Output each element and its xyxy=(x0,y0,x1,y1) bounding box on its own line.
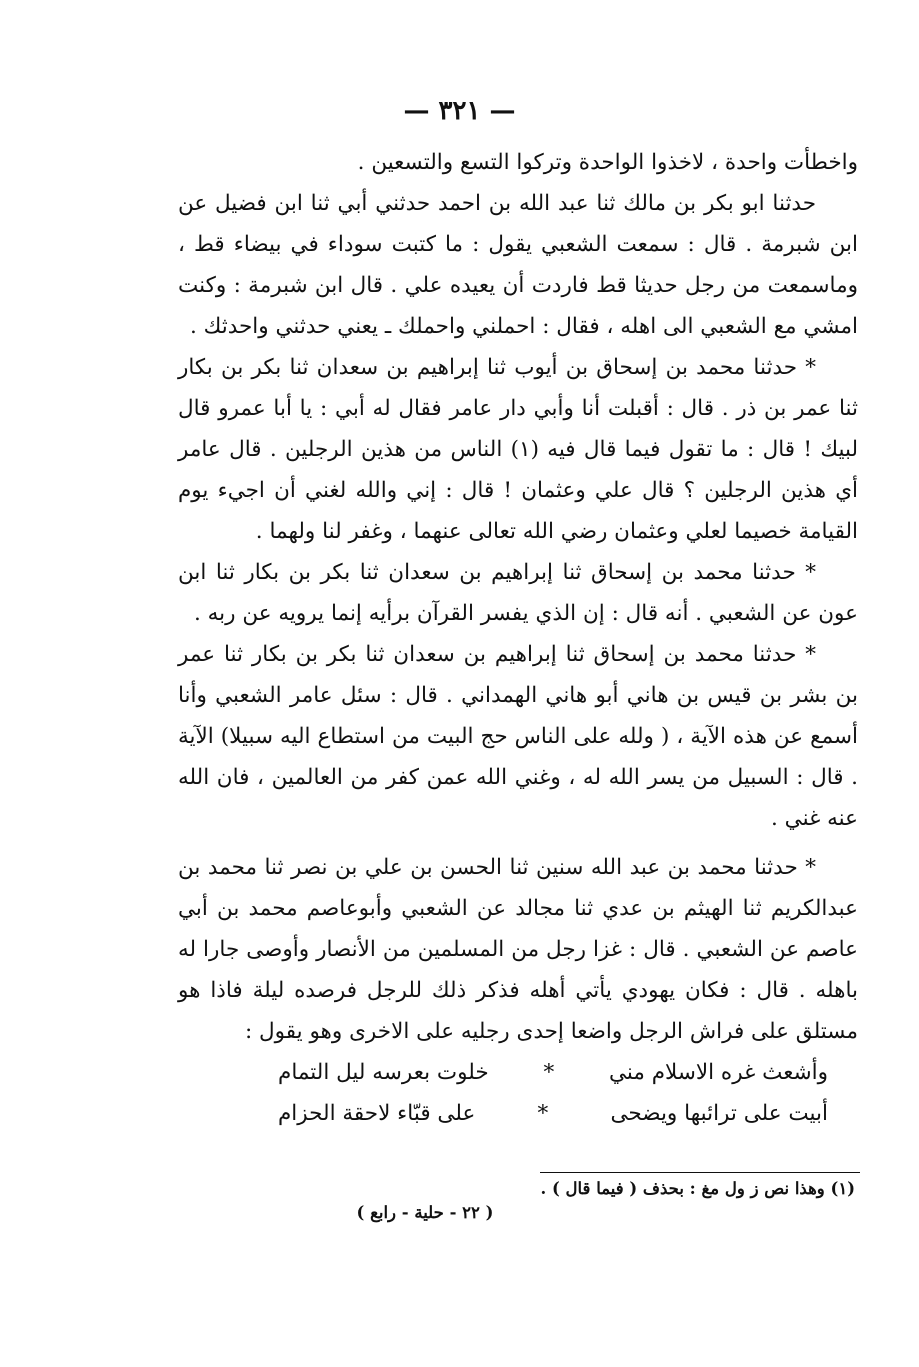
poem-line-2 xyxy=(178,1093,858,1134)
paragraph-ibn-awn: * حدثنا محمد بن إسحاق ثنا إبراهيم بن سعدان ثنا بكر بن بكار ثنا ابن عون عن الشعبي . أنه قال : إن الذي يفسر القرآن برأيه إنما يرويه عن ربه . xyxy=(178,560,858,626)
footnote: (١) وهذا نص ز ول مغ : بحذف ( فيما قال ) . xyxy=(540,1179,855,1198)
poem-line-1 xyxy=(178,1052,858,1093)
footnote-divider xyxy=(540,1172,860,1173)
hemistich-separator: * xyxy=(537,1101,549,1126)
hemistich-first: وأشعث غره الاسلام مني xyxy=(608,1060,828,1085)
main-text xyxy=(178,142,858,1134)
page-number: — ٣٢١ — xyxy=(403,96,516,126)
signature-mark: ( ٢٢ - حلية - رابع ) xyxy=(356,1203,494,1222)
paragraph-hajj-verse: * حدثنا محمد بن إسحاق ثنا إبراهيم بن سعدان ثنا بكر بن بكار ثنا عمر بن بشر بن قيس بن هاني أبو هاني الهمداني . قال : سئل عامر الشعبي وأنا أسمع عن هذه الآية ، ( ولله على الناس حج البيت من استطاع اليه سبيلا) الآية . قال : السبيل من يسر الله له ، وغني الله عمن كفر من العالمين ، فان الله عنه غني . xyxy=(178,642,858,831)
paragraph-umar-ibn-dhar: * حدثنا محمد بن إسحاق بن أيوب ثنا إبراهيم بن سعدان ثنا بكر بن بكار ثنا عمر بن ذر . قال : أقبلت أنا وأبي دار عامر فقال له أبي : يا أبا عمرو قال لبيك ! قال : ما تقول فيما قال فيه (١) الناس من هذين الرجلين . قال عامر أي هذين الرجلين ؟ قال علي وعثمان ! قال : إني والله لغني أن اجيء يوم القيامة خصيما لعلي وعثمان رضي الله تعالى عنهما ، وغفر لنا ولهما . xyxy=(178,355,858,544)
paragraph-ansari-story: * حدثنا محمد بن عبد الله سنين ثنا الحسن بن علي بن نصر ثنا محمد بن عبدالكريم ثنا الهيثم بن عدي ثنا مجالد عن الشعبي وأبوعاصم محمد بن أبي عاصم عن الشعبي . قال : غزا رجل من المسلمين من الأنصار وأوصى جارا له باهله . قال : فكان يهودي يأتي أهله فذكر ذلك للرجل فرصده ليلة فاذا هو مستلق على فراش الرجل واضعا إحدى رجليه على الاخرى وهو يقول : xyxy=(178,855,858,1044)
paragraph-ibn-shubruma: حدثنا ابو بكر بن مالك ثنا عبد الله بن احمد حدثني أبي ثنا ابن فضيل عن ابن شبرمة . قال : سمعت الشعبي يقول : ما كتبت سوداء في بيضاء قط ، وماسمعت من رجل حديثا قط فاردت أن يعيده علي . قال ابن شبرمة : وكنت امشي مع الشعبي الى اهله ، فقال : احملني واحملك ـ يعني حدثني واحدثك . xyxy=(178,191,858,339)
hemistich-second: على قبّاء لاحقة الحزام xyxy=(278,1101,476,1126)
hemistich-first: أبيت على ترائبها ويضحى xyxy=(610,1101,828,1126)
hemistich-second: خلوت بعرسه ليل التمام xyxy=(278,1060,489,1085)
paragraph-continuation: واخطأت واحدة ، لاخذوا الواحدة وتركوا التسع والتسعين . xyxy=(357,150,858,175)
hemistich-separator: * xyxy=(543,1060,555,1085)
